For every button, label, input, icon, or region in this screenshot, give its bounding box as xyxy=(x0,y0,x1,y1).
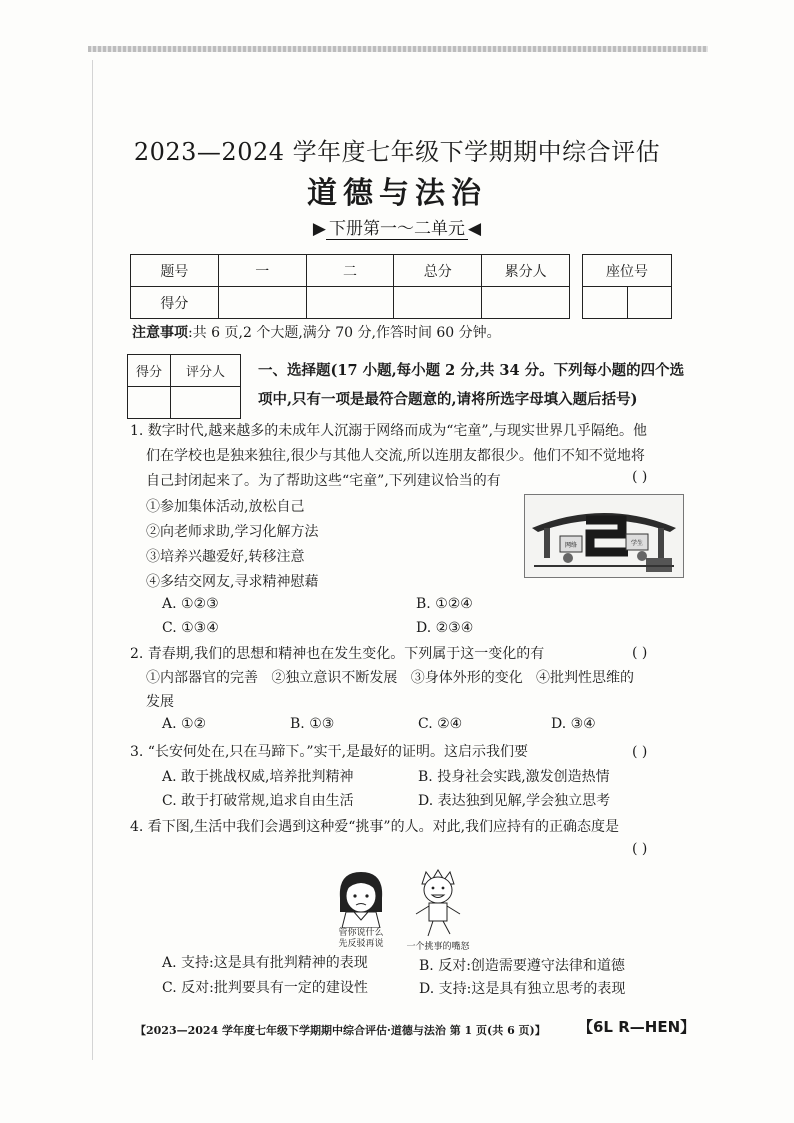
grader-name-label: 评分人 xyxy=(171,355,241,387)
grader-score-label: 得分 xyxy=(128,355,171,387)
page-footer: 【2023—2024 学年度七年级下学期期中综合评估·道德与法治 第 1 页(共 6 页)】 xyxy=(135,1024,546,1037)
unit-text: 下册第一～二单元 xyxy=(326,219,468,240)
q4-stem: 4. 看下图,生活中我们会遇到这种爱“挑事”的人。对此,我们应持有的正确态度是 xyxy=(130,819,620,835)
subject-title: 道德与法治 xyxy=(307,176,487,211)
girl-caption xyxy=(326,928,396,950)
q2-items: ①内部器官的完善 ②独立意识不断发展 ③身体外形的变化 ④批判性思维的 xyxy=(146,670,635,686)
right-triangle-icon: ▶ xyxy=(312,219,326,239)
section1-heading xyxy=(258,356,688,414)
q1-stem-line: 1. 数字时代,越来越多的未成年人沉溺于网络而成为“宅童”,与现实世界几乎隔绝。他 xyxy=(130,423,648,439)
q3-option-a: A. 敢于挑战权威,培养批判精神 xyxy=(162,769,354,785)
q1-item: ③培养兴趣爱好,转移注意 xyxy=(146,549,305,565)
left-triangle-icon: ◀ xyxy=(468,219,482,239)
q2-option-a: A. ①② xyxy=(162,716,207,732)
q1-option-d: D. ②③④ xyxy=(416,620,474,636)
q3-option-d: D. 表达独到见解,学会独立思考 xyxy=(418,793,611,809)
q1-item: ②向老师求助,学习化解方法 xyxy=(146,524,319,540)
section1-heading-line: 一、选择题(17 小题,每小题 2 分,共 34 分。下列每小题的四个选 xyxy=(258,362,685,379)
score-table-header: 累分人 xyxy=(482,255,570,287)
q1-option-a: A. ①②③ xyxy=(162,596,219,612)
grader-score-cell[interactable] xyxy=(128,387,171,419)
score-cell[interactable] xyxy=(482,287,570,319)
grader-name-cell[interactable] xyxy=(171,387,241,419)
girl-caption-line: 先反驳再说 xyxy=(338,939,384,949)
q1-stem-line: 们在学校也是独来独往,很少与其他人交流,所以连朋友都很少。他们不知不觉地将 xyxy=(146,448,645,464)
girl-cartoon-icon xyxy=(328,868,394,928)
q2-answer-paren[interactable]: ( ) xyxy=(632,645,648,661)
exam-title: 2023—2024 学年度七年级下学期期中综合评估 xyxy=(133,138,661,166)
sign-right: 学生 xyxy=(630,540,644,547)
q1-stem-line: 自己封闭起来了。为了帮助这些“宅童”,下列建议恰当的有 xyxy=(146,473,501,489)
q1-option-c: C. ①③④ xyxy=(162,620,219,636)
q4-option-c: C. 反对:批判要具有一定的建设性 xyxy=(162,980,368,996)
score-table-header: 一 xyxy=(218,255,306,287)
q4-option-b: B. 反对:创造需要遵守法律和道德 xyxy=(419,958,625,974)
score-row-label: 得分 xyxy=(131,287,219,319)
boy-caption: 一个挑事的嘴怒 xyxy=(406,942,470,952)
q3-answer-paren[interactable]: ( ) xyxy=(632,744,648,760)
q3-stem: 3. “长安何处在,只在马蹄下。”实干,是最好的证明。这启示我们要 xyxy=(130,744,529,760)
question-1 xyxy=(130,419,690,494)
q2-option-b: B. ①③ xyxy=(290,716,335,732)
q2-option-c: C. ②④ xyxy=(418,716,463,732)
girl-caption-line: 管你说什么 xyxy=(338,928,384,938)
score-table-header: 题号 xyxy=(131,255,219,287)
score-table-header: 总分 xyxy=(394,255,482,287)
q1-answer-paren[interactable]: ( ) xyxy=(632,469,648,485)
grader-box xyxy=(127,354,241,419)
seat-cell[interactable] xyxy=(583,287,628,319)
sign-left: 网络 xyxy=(564,542,578,549)
notice-label: 注意事项 xyxy=(132,325,188,341)
scan-top-edge xyxy=(88,46,708,52)
notice xyxy=(132,322,501,342)
q2-stem: 2. 青春期,我们的思想和精神也在发生变化。下列属于这一变化的有 xyxy=(130,646,545,662)
q1-items xyxy=(146,495,318,595)
home-child-illustration xyxy=(524,494,684,578)
boy-cartoon-icon xyxy=(408,866,468,942)
score-cell[interactable] xyxy=(394,287,482,319)
q4-answer-paren[interactable]: ( ) xyxy=(632,841,648,857)
unit-label xyxy=(0,214,794,239)
q3-option-c: C. 敢于打破常规,追求自由生活 xyxy=(162,793,354,809)
q1-item: ①参加集体活动,放松自己 xyxy=(146,499,305,515)
q4-option-a: A. 支持:这是具有批判精神的表现 xyxy=(162,955,368,971)
exam-code: 【6L R—HEN】 xyxy=(578,1018,696,1036)
q2-option-d: D. ③④ xyxy=(551,716,596,732)
q4-option-d: D. 支持:这是具有独立思考的表现 xyxy=(419,981,626,997)
q1-item: ④多结交网友,寻求精神慰藉 xyxy=(146,574,319,590)
q3-option-b: B. 投身社会实践,激发创造热情 xyxy=(418,769,610,785)
seat-cell[interactable] xyxy=(627,287,672,319)
score-cell[interactable] xyxy=(218,287,306,319)
seat-table xyxy=(582,254,672,319)
q1-option-b: B. ①②④ xyxy=(416,596,473,612)
notice-text: :共 6 页,2 个大题,满分 70 分,作答时间 60 分钟。 xyxy=(188,325,501,341)
q2-items-cont: 发展 xyxy=(146,694,174,710)
seat-label: 座位号 xyxy=(583,255,672,287)
score-table xyxy=(130,254,570,319)
score-table-header: 二 xyxy=(306,255,394,287)
score-cell[interactable] xyxy=(306,287,394,319)
section1-heading-line: 项中,只有一项是最符合题意的,请将所选字母填入题后括号) xyxy=(258,391,638,408)
